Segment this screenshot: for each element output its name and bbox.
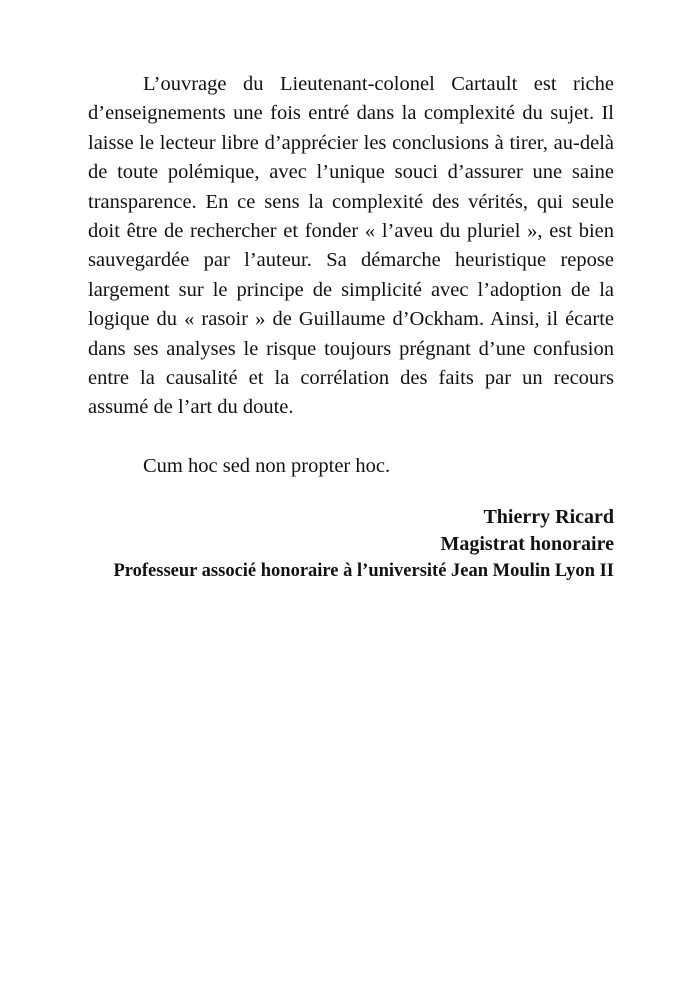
signature-name: Thierry Ricard — [483, 506, 614, 529]
latin-quote-paragraph: Cum hoc sed non propter hoc. — [143, 454, 391, 477]
signature-title: Professeur associé honoraire à l’université Jean Moulin Lyon II — [113, 561, 614, 582]
signature-role: Magistrat honoraire — [440, 533, 614, 556]
document-page — [88, 70, 614, 585]
body-paragraph: L’ouvrage du Lieutenant-colonel Cartault est riche d’enseignements une fois entré dans la complexité du sujet. Il laisse le lecteur libre d’apprécier les conclusions à tirer, au-delà de toute polémique, avec l’unique souci d’assurer une saine transparence. En ce sens la complexité des vérités, qui seule doit être de rechercher et fonder « l’aveu du pluriel », est bien sauvegardée par l’auteur. Sa démarche heuristique repose largement sur le principe de simplicité avec l’adoption de la logique du « rasoir » de Guillaume d’Ockham. Ainsi, il écarte dans ses analyses le risque toujours prégnant d’une confusion entre la causalité et la corrélation des faits par un recours assumé de l’art du doute. — [88, 73, 614, 419]
signature-block — [88, 504, 614, 585]
